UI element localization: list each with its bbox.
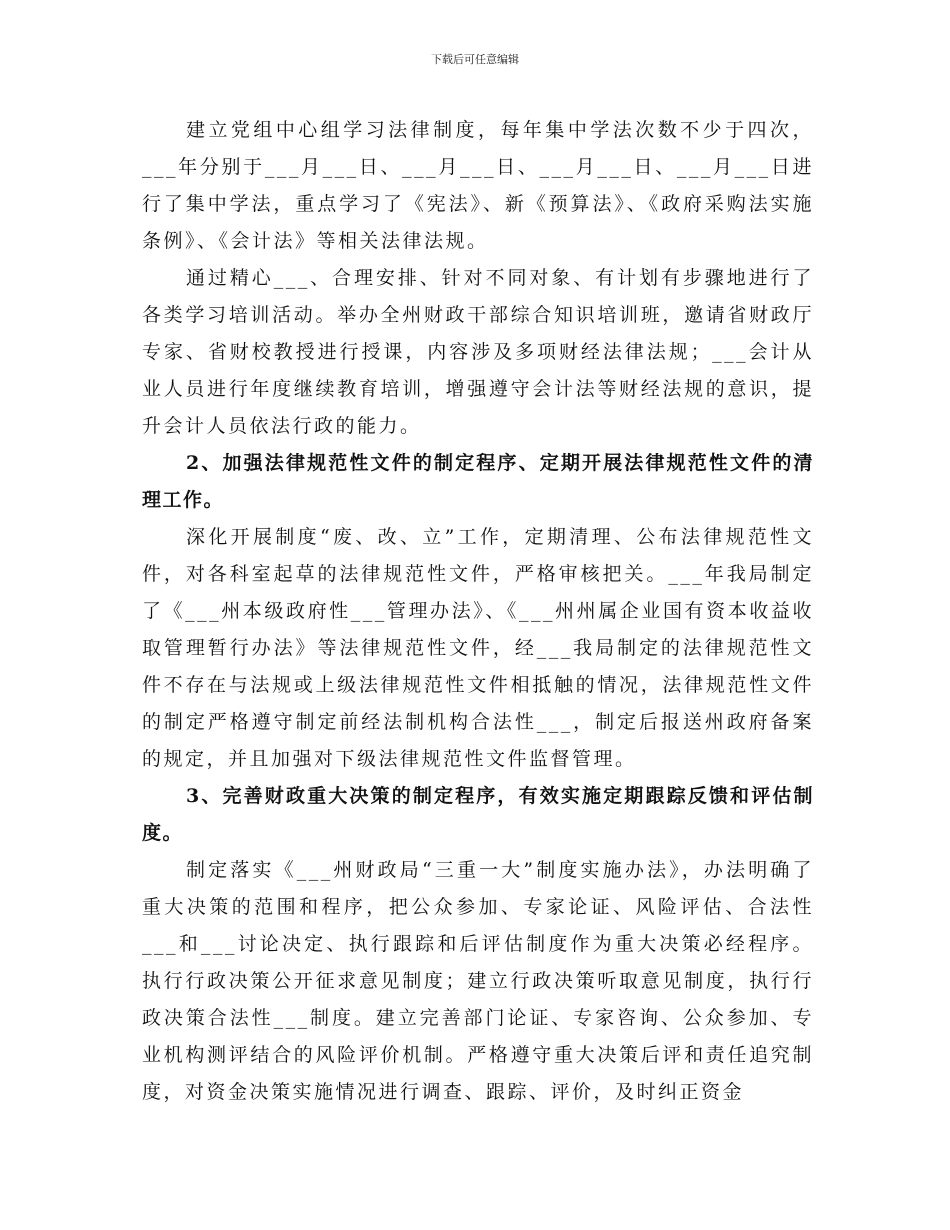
- section-heading-2: 2、加强法律规范性文件的制定程序、定期开展法律规范性文件的清理工作。: [142, 452, 814, 511]
- paragraph-normative-documents: 深化开展制度“废、改、立”工作，定期清理、公布法律规范性文件，对各科室起草的法律规范性文件，严格审核把关。___年我局制定了《___州本级政府性___管理办法》、《___州州属企业国有资本收益收取管理暂行办法》等法律规范性文件，经___我局制定的法律规范性文件不存在与法规或上级法律规范性文件相抵触的情况，法律规范性文件的制定严格遵守制定前经法制机构合法性___，制定后报送州政府备案的规定，并且加强对下级法律规范性文件监督管理。: [142, 526, 814, 770]
- paragraph-study-law: 建立党组中心组学习法律制度，每年集中学法次数不少于四次，___年分别于___月___日、___月___日、___月___日、___月___日进行了集中学法，重点学习了《宪法》、新《预算法》、《政府采购法实施条例》、《会计法》等相关法律法规。: [142, 119, 814, 252]
- section-heading-3: 3、完善财政重大决策的制定程序，有效实施定期跟踪反馈和评估制度。: [142, 785, 814, 844]
- document-body: [142, 112, 814, 1111]
- paragraph-training: 通过精心___、合理安排、针对不同对象、有计划有步骤地进行了各类学习培训活动。举办全州财政干部综合知识培训班，邀请省财政厅专家、省财校教授进行授课，内容涉及多项财经法律法规；___会计从业人员进行年度继续教育培训，增强遵守会计法等财经法规的意识，提升会计人员依法行政的能力。: [142, 267, 814, 437]
- paragraph-major-decisions: 制定落实《___州财政局“三重一大”制度实施办法》，办法明确了重大决策的范围和程序，把公众参加、专家论证、风险评估、合法性___和___讨论决定、执行跟踪和后评估制度作为重大决策必经程序。执行行政决策公开征求意见制度；建立行政决策听取意见制度，执行行政决策合法性___制度。建立完善部门论证、专家咨询、公众参加、专业机构测评结合的风险评价机制。严格遵守重大决策后评和责任追究制度，对资金决策实施情况进行调查、跟踪、评价，及时纠正资金: [142, 859, 814, 1103]
- page-header: 下载后可任意编辑: [431, 53, 519, 66]
